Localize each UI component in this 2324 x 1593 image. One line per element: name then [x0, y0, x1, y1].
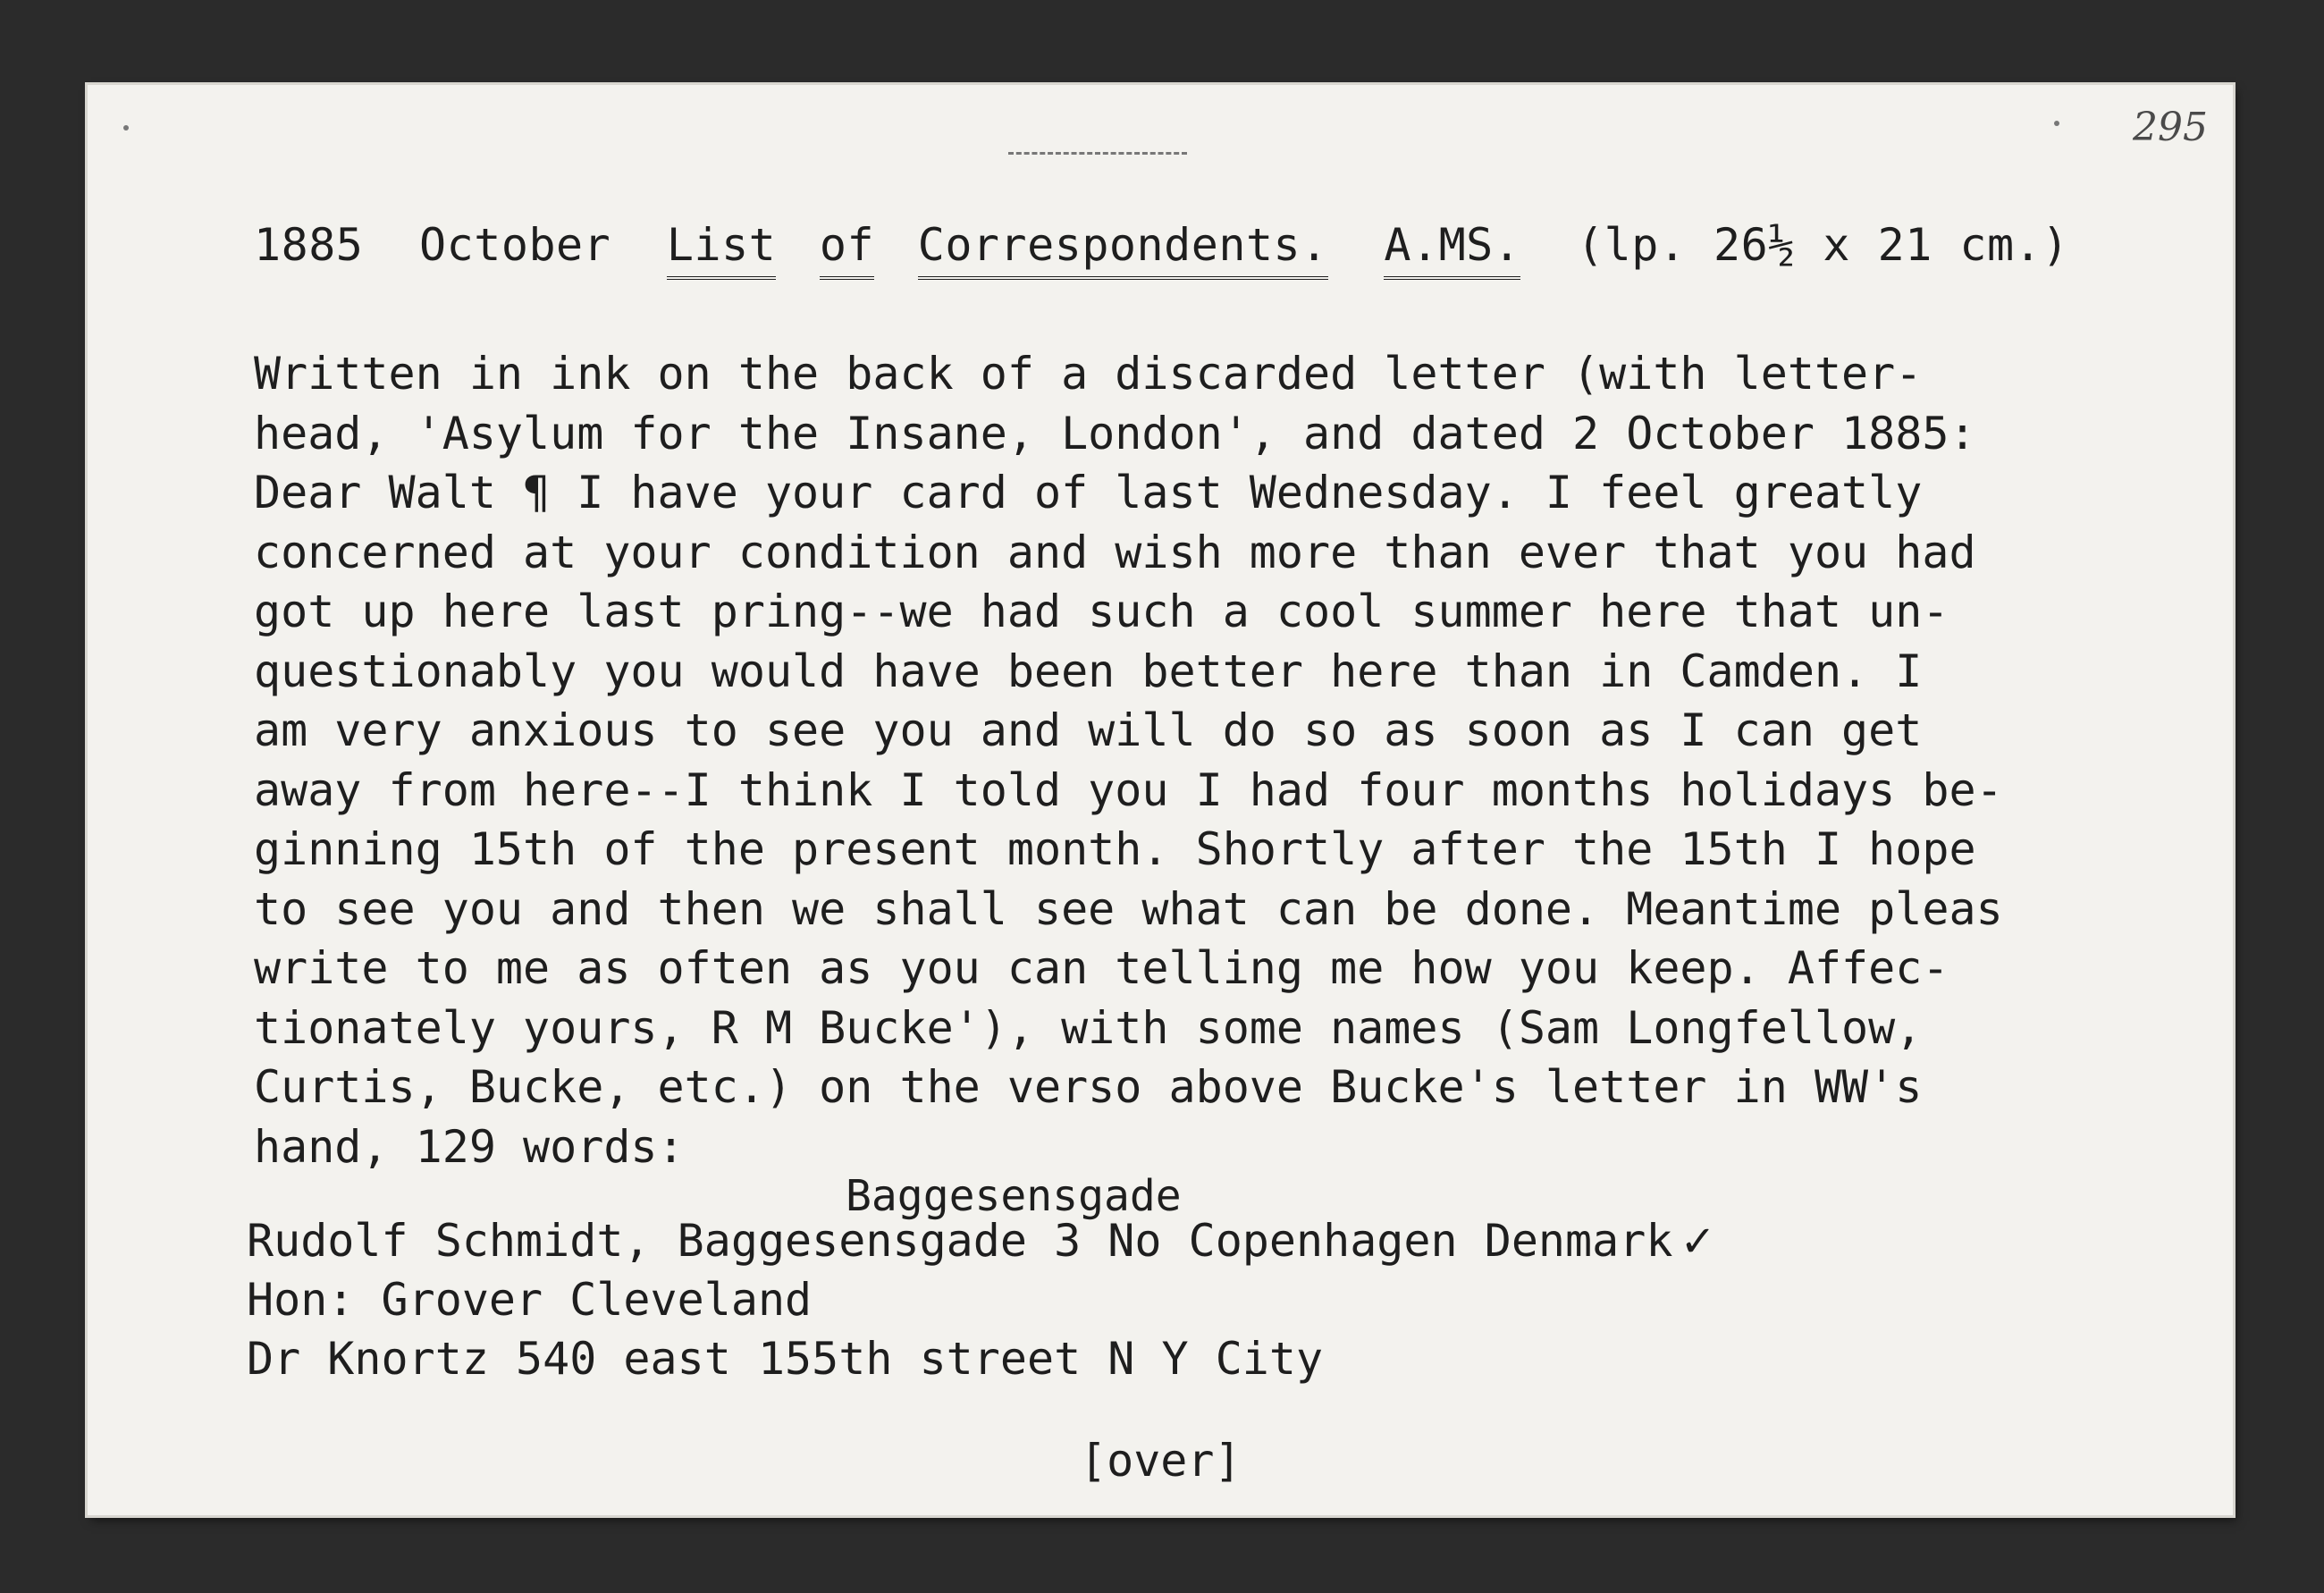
- header-title-word-2: of: [820, 219, 874, 280]
- correspondent-text: Hon: Grover Cleveland: [247, 1274, 813, 1326]
- description-line: ginning 15th of the present month. Shortly after the 15th I hope: [254, 823, 1976, 875]
- header-year: 1885: [254, 219, 364, 271]
- description-line: away from here--I think I told you I had four months holidays be-: [254, 763, 2003, 816]
- header-extent: (lp. 26½ x 21 cm.): [1577, 219, 2069, 271]
- description-line: concerned at your condition and wish more than ever that you had: [254, 526, 1976, 578]
- description-line: got up here last pring--we had such a cool summer here that un-: [254, 586, 1949, 637]
- check-mark-icon: ✓: [1680, 1217, 1716, 1267]
- description-line: write to me as often as you can telling me how you keep. Affec-: [254, 942, 1949, 994]
- description-line: am very anxious to see you and will do so as soon as I can get: [254, 704, 1923, 756]
- description-line: hand, 129 words:: [254, 1120, 685, 1173]
- header-title-word-1: List: [667, 219, 776, 280]
- interlinear-insertion: Baggesensgade: [846, 1171, 1182, 1221]
- archive-card: [88, 85, 2233, 1515]
- description-line: Written in ink on the back of a discarded letter (with letter-: [254, 348, 1923, 400]
- correspondent-row: [247, 1211, 1716, 1270]
- header-title-word-3: Correspondents.: [918, 219, 1328, 280]
- page-number: 295: [2133, 105, 2208, 150]
- description-line: Curtis, Bucke, etc.) on the verso above Bucke's letter in WW's: [254, 1061, 1923, 1113]
- speck: [123, 125, 129, 131]
- correspondent-row: [247, 1270, 1716, 1329]
- card-header: [254, 219, 2098, 271]
- top-mark: [1008, 152, 1187, 164]
- correspondent-row: [247, 1329, 1716, 1388]
- description-line: questionably you would have been better here than in Camden. I: [254, 645, 1923, 697]
- correspondent-list: [247, 1211, 1716, 1388]
- correspondent-text: Rudolf Schmidt, Baggesensgade 3 No Copenhagen Denmark: [247, 1215, 1673, 1267]
- header-type: A.MS.: [1384, 219, 1520, 280]
- description: [254, 344, 2256, 1176]
- correspondent-text: Dr Knortz 540 east 155th street N Y City: [247, 1333, 1324, 1385]
- description-line: Dear Walt ¶ I have your card of last Wednesday. I feel greatly: [254, 467, 1923, 518]
- description-line: tionately yours, R M Bucke'), with some names (Sam Longfellow,: [254, 1001, 1923, 1054]
- over-note: [over]: [1080, 1435, 1242, 1487]
- speck: [2054, 121, 2059, 126]
- description-line: head, 'Asylum for the Insane, London', and dated 2 October 1885:: [254, 407, 1976, 459]
- description-line: to see you and then we shall see what can be done. Meantime pleas: [254, 882, 2003, 935]
- header-month: October: [419, 219, 611, 271]
